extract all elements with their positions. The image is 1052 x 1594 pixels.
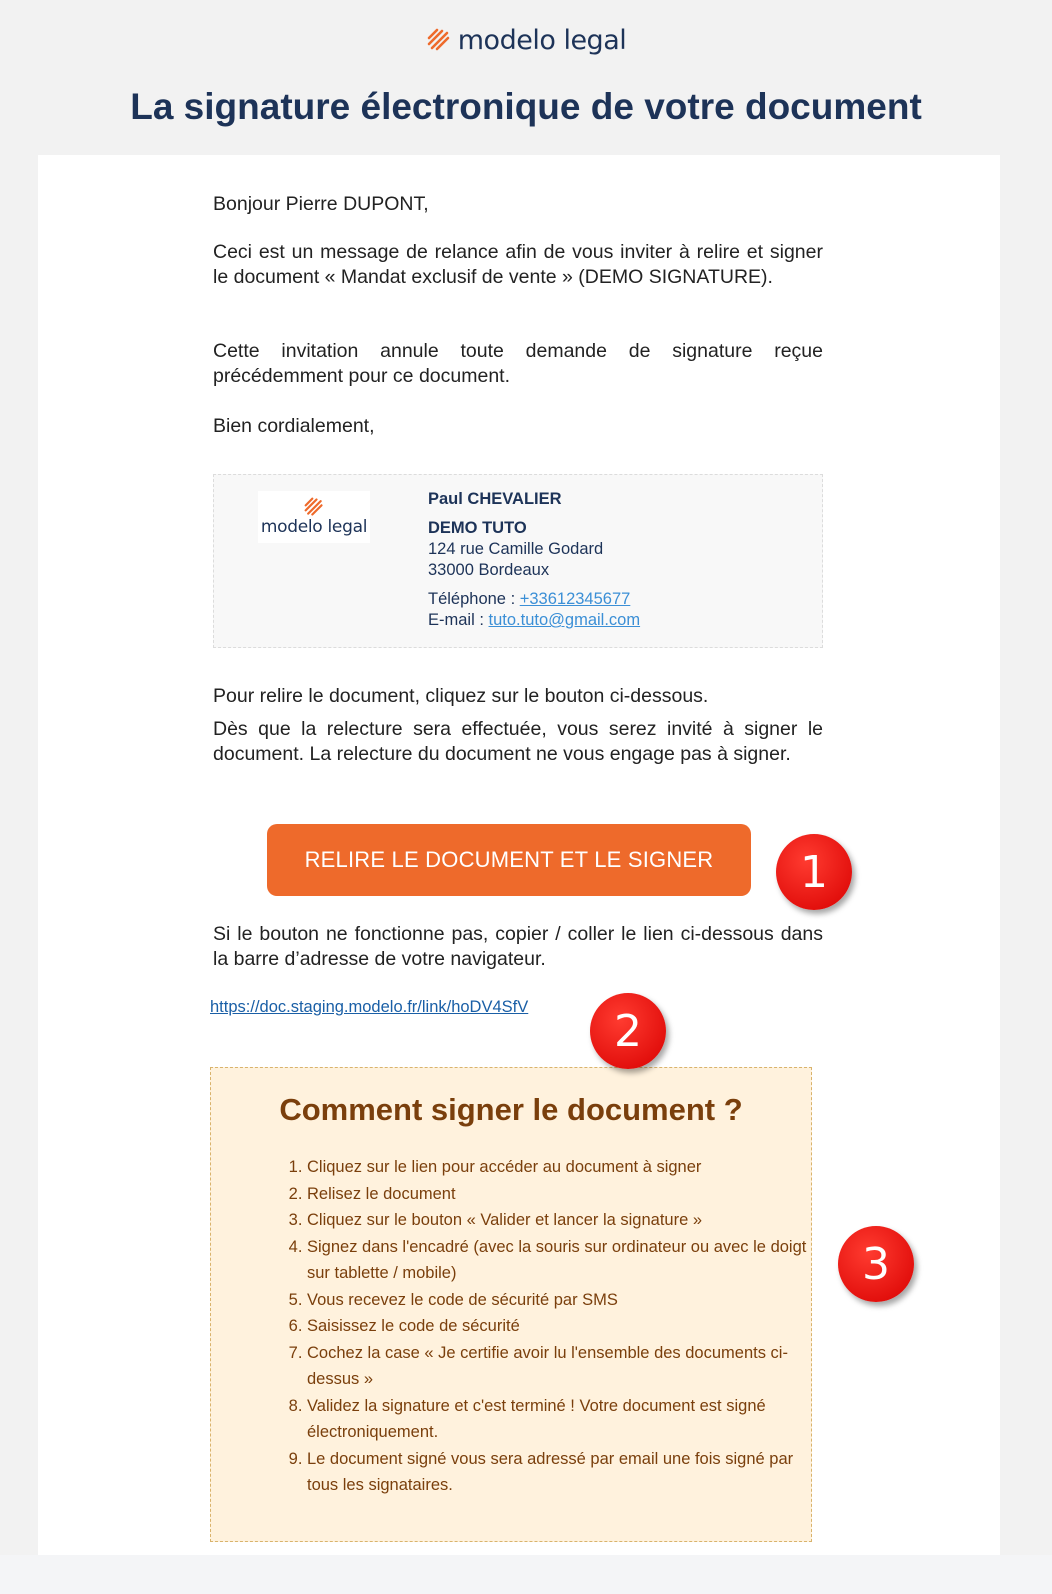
how-to-sign-steps (269, 1154, 807, 1499)
modelo-logo-icon (426, 28, 452, 52)
annotation-badge-1: 1 (776, 834, 852, 910)
step-item: 8. Validez la signature et c'est terminé ! Votre document est signé électroniquement. (307, 1393, 807, 1446)
email-link[interactable]: tuto.tuto@gmail.com (488, 611, 641, 629)
step-item: 6. Saisissez le code de sécurité (307, 1313, 807, 1340)
annotation-badge-2: 2 (590, 993, 666, 1069)
how-to-sign-box (210, 1067, 812, 1542)
brand-logo (0, 22, 1052, 58)
sender-company: DEMO TUTO (428, 519, 527, 537)
step-item: 7. Cochez la case « Je certifie avoir lu l'ensemble des documents ci-dessus » (307, 1340, 807, 1393)
sender-email-row (428, 610, 640, 631)
step-item: 4. Signez dans l'encadré (avec la souris sur ordinateur ou avec le doigt sur tablette / mobile) (307, 1234, 807, 1287)
review-explanation: Dès que la relecture sera effectuée, vous serez invité à signer le document. La relecture du document ne vous engage pas à signer. (213, 718, 823, 765)
signature-info (428, 489, 640, 631)
reminder-paragraph: Ceci est un message de relance afin de vous inviter à relire et signer le document « Mandat exclusif de vente » (DEMO SIGNATURE). (213, 241, 823, 288)
greeting: Bonjour Pierre DUPONT, (213, 193, 429, 215)
logo-text-legal: legal (563, 24, 627, 56)
signature-logo-text: modelo legal (260, 517, 368, 537)
review-and-sign-button[interactable]: RELIRE LE DOCUMENT ET LE SIGNER (267, 824, 751, 896)
annotation-badge-3: 3 (838, 1226, 914, 1302)
logo-text-modelo: modelo (457, 24, 556, 56)
cancel-paragraph: Cette invitation annule toute demande de signature reçue précédemment pour ce document. (213, 340, 823, 387)
closing: Bien cordialement, (213, 415, 375, 437)
step-item: 9. Le document signé vous sera adressé par email une fois signé par tous les signataires. (307, 1446, 807, 1499)
step-item: 5. Vous recevez le code de sécurité par SMS (307, 1287, 807, 1314)
document-link[interactable]: https://doc.staging.modelo.fr/link/hoDV4SfV (210, 998, 529, 1016)
email-label: E-mail : (428, 611, 489, 629)
email-card (38, 155, 1000, 1594)
footer-strip (0, 1555, 1052, 1594)
step-item: 3. Cliquez sur le bouton « Valider et lancer la signature » (307, 1207, 807, 1234)
step-item: 2. Relisez le document (307, 1181, 807, 1208)
step-item: 1. Cliquez sur le lien pour accéder au document à signer (307, 1154, 807, 1181)
review-instruction: Pour relire le document, cliquez sur le bouton ci-dessous. (213, 685, 709, 707)
sender-name: Paul CHEVALIER (428, 490, 562, 508)
signature-logo (258, 491, 370, 543)
sender-address-line2: 33000 Bordeaux (428, 561, 550, 579)
sender-phone-row (428, 589, 640, 610)
how-to-sign-title: Comment signer le document ? (279, 1092, 743, 1127)
modelo-logo-icon (303, 497, 325, 517)
phone-link[interactable]: +33612345677 (519, 590, 631, 608)
signature-block (213, 474, 823, 648)
fallback-instruction: Si le bouton ne fonctionne pas, copier / coller le lien ci-dessous dans la barre d’adresse de votre navigateur. (213, 923, 823, 970)
sender-address-line1: 124 rue Camille Godard (428, 540, 604, 558)
page-title: La signature électronique de votre document (130, 86, 922, 127)
phone-label: Téléphone : (428, 590, 520, 608)
